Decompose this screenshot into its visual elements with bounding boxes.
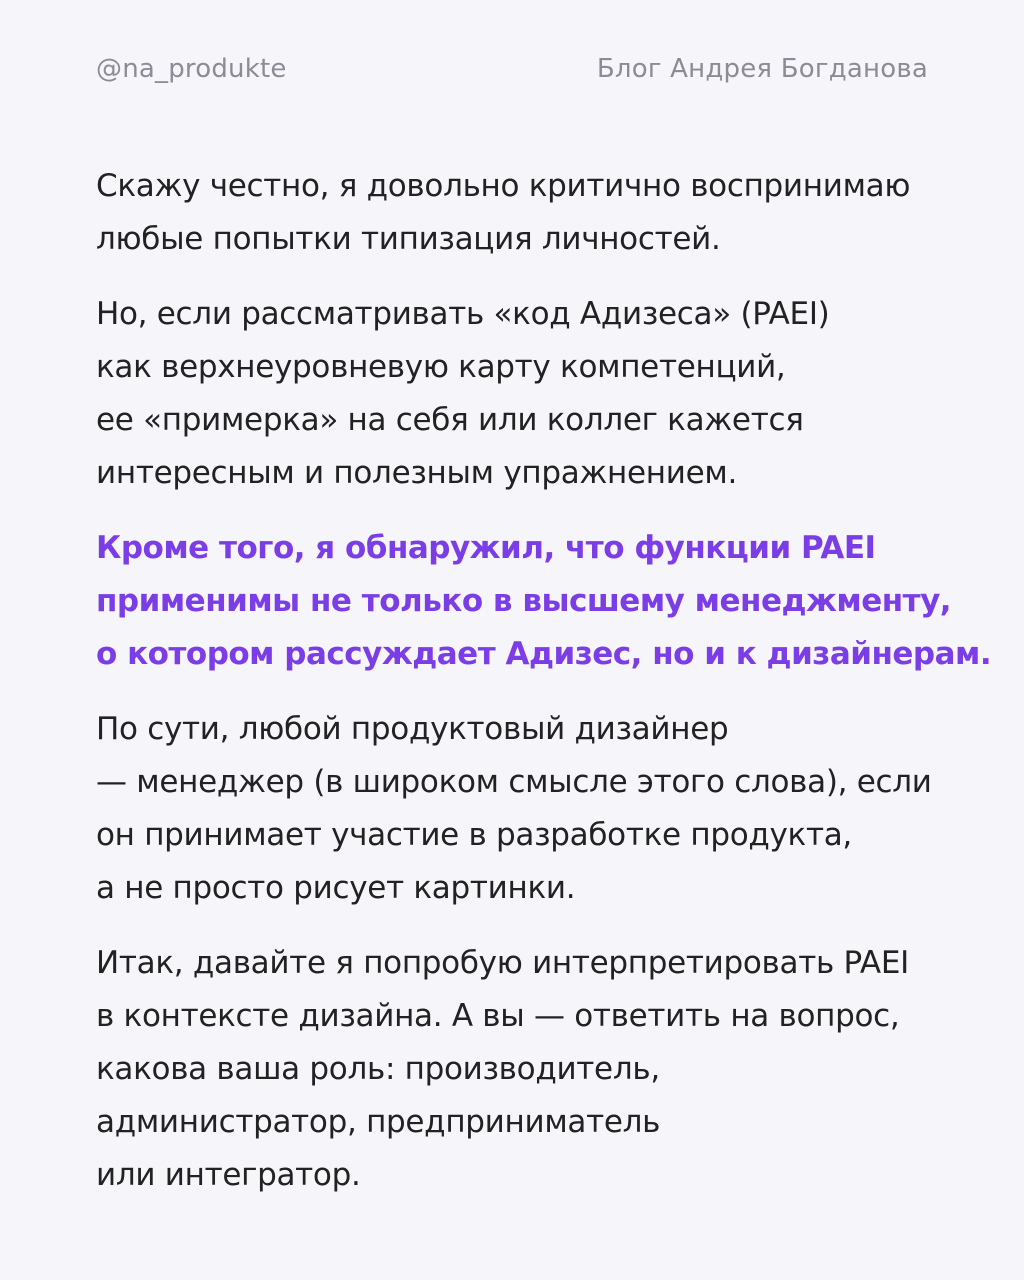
highlighted-line: о котором рассуждает Адизес, но и к дизайнерам. [96,636,992,672]
paragraph-line: как верхнеуровневую карту компетенций, [96,349,786,385]
article-body [96,160,992,1202]
blog-title: Блог Андрея Богданова [596,54,928,84]
author-handle: @na_produkte [96,54,287,84]
paragraph-line: а не просто рисует картинки. [96,870,576,906]
paragraph-line: — менеджер (в широком смысле этого слова), если [96,764,932,800]
paragraph-line: любые попытки типизация личностей. [96,221,721,257]
paragraph-line: администратор, предприниматель [96,1104,661,1140]
header [96,54,928,84]
paragraph-designer [96,703,946,915]
paragraph-intro [96,160,946,266]
paragraph-line: Скажу честно, я довольно критично воспринимаю [96,168,911,204]
paragraph-question [96,937,946,1202]
paragraph-line: в контексте дизайна. А вы — ответить на вопрос, [96,998,900,1034]
highlighted-paragraph [96,522,992,681]
paragraph-line: какова ваша роль: производитель, [96,1051,660,1087]
highlighted-line: Кроме того, я обнаружил, что функции PAEI [96,530,876,566]
paragraph-line: он принимает участие в разработке продукта, [96,817,852,853]
paragraph-line: Но, если рассматривать «код Адизеса» (PAEI) [96,296,830,332]
highlighted-line: применимы не только в высшему менеджменту, [96,583,952,619]
paragraph-line: ее «примерка» на себя или коллег кажется [96,402,804,438]
paragraph-line: По сути, любой продуктовый дизайнер [96,711,729,747]
paragraph-paei [96,288,946,500]
paragraph-line: или интегратор. [96,1157,361,1193]
paragraph-line: Итак, давайте я попробую интерпретировать PAEI [96,945,909,981]
paragraph-line: интересным и полезным упражнением. [96,455,737,491]
